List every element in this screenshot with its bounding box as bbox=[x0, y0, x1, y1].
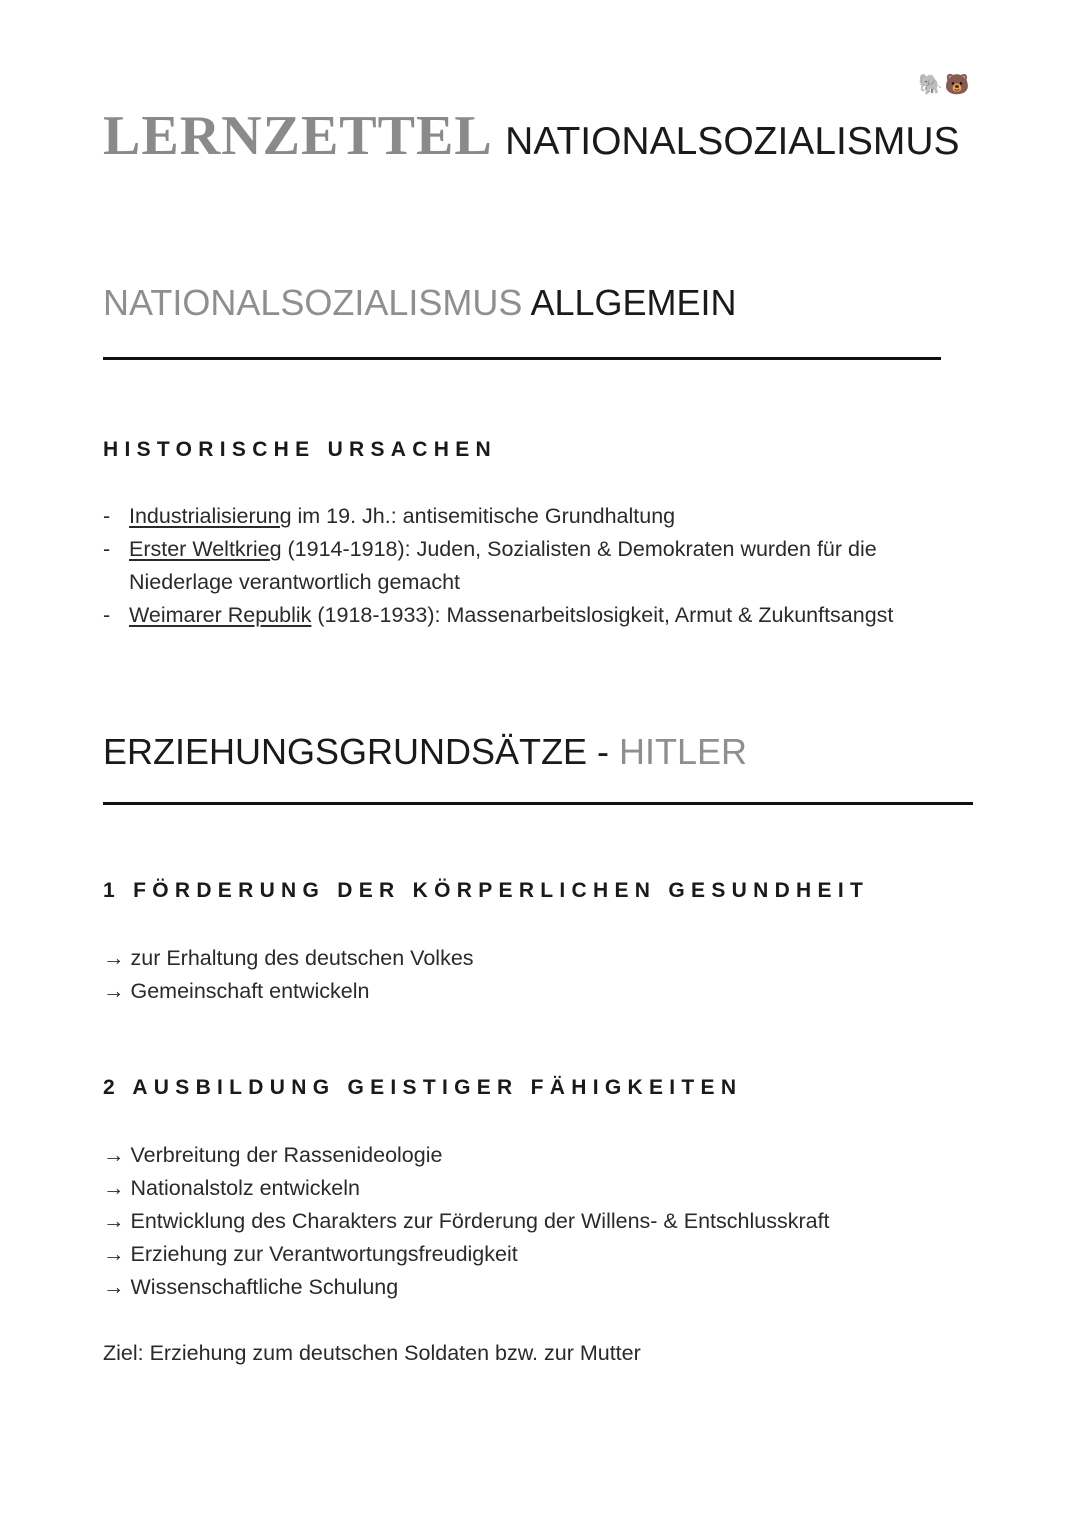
section-heading-dark: ALLGEMEIN bbox=[522, 282, 737, 323]
list-item-text: Verbreitung der Rassenideologie bbox=[130, 1143, 443, 1167]
page-title-main: LERNZETTEL bbox=[103, 105, 493, 167]
page-title-sub: NATIONALSOZIALISMUS bbox=[505, 120, 960, 163]
arrow-icon: → bbox=[103, 1176, 125, 1200]
list-item bbox=[103, 942, 474, 975]
list-item bbox=[103, 1271, 830, 1304]
section-heading-gray: HITLER bbox=[619, 731, 748, 772]
dash-marker: - bbox=[103, 603, 111, 627]
list-item-text: Entwicklung des Charakters zur Förderung der Willens- & Entschlusskraft bbox=[130, 1209, 830, 1233]
dash-marker: - bbox=[103, 537, 111, 561]
list-item-text-continued: Niederlage verantwortlich gemacht bbox=[129, 570, 461, 594]
section-divider bbox=[103, 802, 973, 805]
list-item-text: Wissenschaftliche Schulung bbox=[130, 1275, 399, 1299]
list-item-text: (1918-1933): Massenarbeitslosigkeit, Armut & Zukunftsangst bbox=[311, 603, 894, 627]
arrow-icon: → bbox=[103, 1209, 125, 1233]
page-title bbox=[103, 104, 960, 168]
section-heading-dark: ERZIEHUNGSGRUNDSÄTZE - bbox=[103, 731, 620, 772]
animal-emoji-decoration: 🐘🐻 bbox=[918, 72, 972, 96]
list-item bbox=[103, 1238, 830, 1271]
section-heading-erziehungsgrundsaetze bbox=[103, 731, 747, 773]
list-item-text: im 19. Jh.: antisemitische Grundhaltung bbox=[291, 504, 676, 528]
mental-skills-list bbox=[103, 1139, 830, 1304]
arrow-icon: → bbox=[103, 1242, 125, 1266]
list-item-text: Erziehung zur Verantwortungsfreudigkeit bbox=[130, 1242, 518, 1266]
section-heading-allgemein bbox=[103, 282, 737, 324]
list-item bbox=[103, 1139, 830, 1172]
subheading-koerperliche-gesundheit: 1 FÖRDERUNG DER KÖRPERLICHEN GESUNDHEIT bbox=[103, 879, 870, 902]
arrow-icon: → bbox=[103, 946, 125, 970]
section-divider bbox=[103, 357, 941, 360]
list-item-text: (1914-1918): Juden, Sozialisten & Demokraten wurden für die bbox=[281, 537, 877, 561]
subheading-historische-ursachen: HISTORISCHE URSACHEN bbox=[103, 438, 497, 461]
list-item bbox=[103, 533, 893, 599]
list-item bbox=[103, 975, 474, 1008]
list-item bbox=[103, 500, 893, 533]
subheading-geistige-faehigkeiten: 2 AUSBILDUNG GEISTIGER FÄHIGKEITEN bbox=[103, 1076, 743, 1099]
list-item-text: zur Erhaltung des deutschen Volkes bbox=[130, 946, 474, 970]
arrow-icon: → bbox=[103, 979, 125, 1003]
term-industrialisierung: Industrialisierung bbox=[129, 504, 292, 528]
list-item bbox=[103, 1205, 830, 1238]
health-list bbox=[103, 942, 474, 1008]
list-item-text: Gemeinschaft entwickeln bbox=[130, 979, 370, 1003]
section-heading-gray: NATIONALSOZIALISMUS bbox=[103, 282, 523, 323]
arrow-icon: → bbox=[103, 1143, 125, 1167]
term-weimarer-republik: Weimarer Republik bbox=[129, 603, 312, 627]
dash-marker: - bbox=[103, 504, 111, 528]
causes-list bbox=[103, 500, 893, 632]
list-item bbox=[103, 599, 893, 632]
list-item bbox=[103, 1172, 830, 1205]
goal-statement: Ziel: Erziehung zum deutschen Soldaten bzw. zur Mutter bbox=[103, 1341, 641, 1365]
list-item-text: Nationalstolz entwickeln bbox=[130, 1176, 360, 1200]
arrow-icon: → bbox=[103, 1275, 125, 1299]
term-erster-weltkrieg: Erster Weltkrieg bbox=[129, 537, 282, 561]
